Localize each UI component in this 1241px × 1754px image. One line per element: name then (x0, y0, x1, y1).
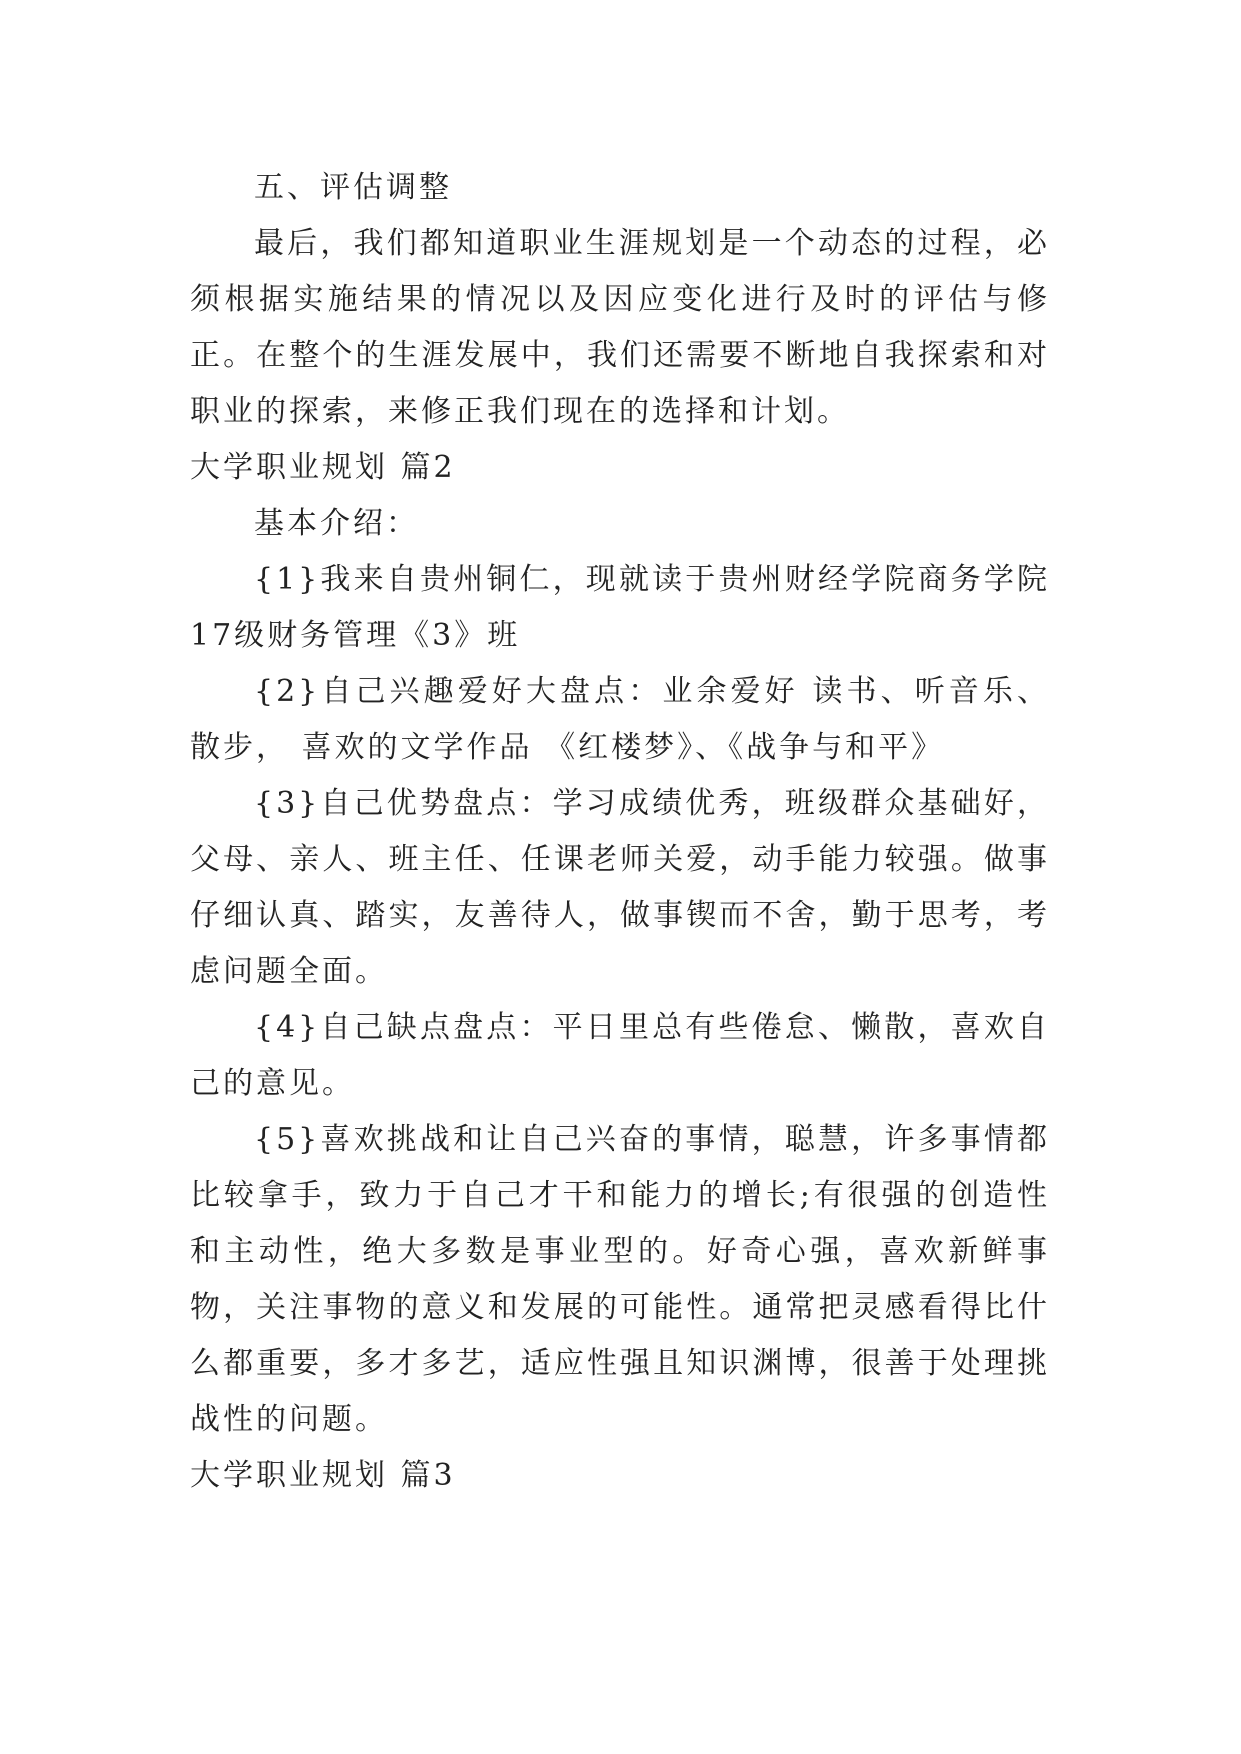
paragraph-basic-intro-label: 基本介绍： (254, 506, 419, 541)
paragraph-item-4: {4}自己缺点盘点：平日里总有些倦怠、懒散，喜欢自己的意见。 (190, 1010, 1050, 1101)
section-heading-evaluation: 五、评估调整 (254, 170, 452, 205)
paragraph-item-3: {3}自己优势盘点：学习成绩优秀，班级群众基础好，父母、亲人、班主任、任课老师关爱，动手能力较强。做事仔细认真、踏实，友善待人，做事锲而不舍，勤于思考，考虑问题全面。 (190, 786, 1050, 989)
paragraph-item-2: {2}自己兴趣爱好大盘点：业余爱好 读书、听音乐、散步， 喜欢的文学作品 《红楼梦》、《战争与和平》 (190, 674, 1050, 765)
paragraph-item-1: {1}我来自贵州铜仁，现就读于贵州财经学院商务学院17级财务管理《3》班 (190, 562, 1050, 653)
document-body (190, 160, 1050, 1504)
paragraph-evaluation: 最后，我们都知道职业生涯规划是一个动态的过程，必须根据实施结果的情况以及因应变化进行及时的评估与修正。在整个的生涯发展中，我们还需要不断地自我探索和对职业的探索，来修正我们现在的选择和计划。 (190, 226, 1050, 429)
article-heading-part-3: 大学职业规划 篇3 (190, 1458, 456, 1493)
paragraph-item-5: {5}喜欢挑战和让自己兴奋的事情，聪慧，许多事情都比较拿手，致力于自己才干和能力的增长;有很强的创造性和主动性，绝大多数是事业型的。好奇心强，喜欢新鲜事物，关注事物的意义和发展的可能性。通常把灵感看得比什么都重要，多才多艺，适应性强且知识渊博，很善于处理挑战性的问题。 (190, 1122, 1050, 1437)
article-heading-part-2: 大学职业规划 篇2 (190, 450, 456, 485)
